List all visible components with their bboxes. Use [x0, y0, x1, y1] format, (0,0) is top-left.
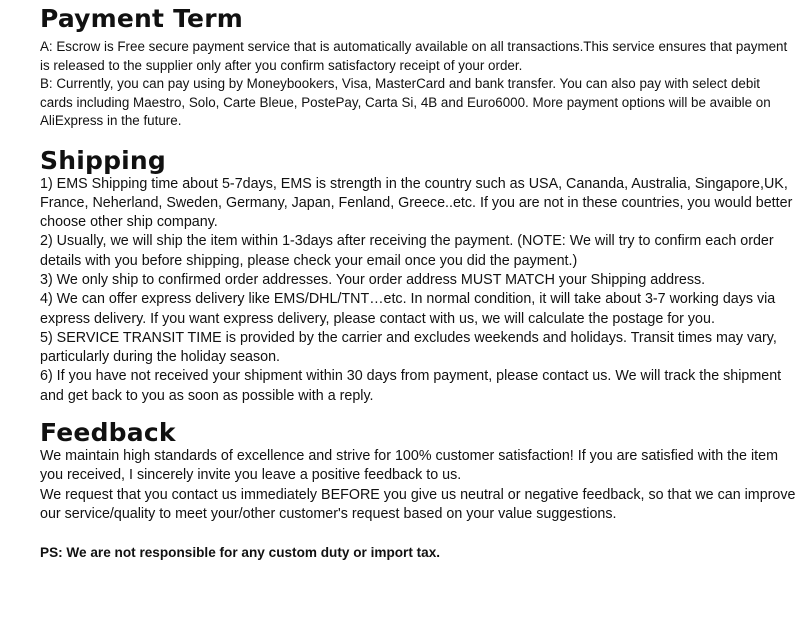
shipping-paragraph: 5) SERVICE TRANSIT TIME is provided by the carrier and excludes weekends and holidays. Transit times may vary, particularly during the holiday season. [40, 329, 777, 366]
shipping-section [40, 147, 796, 407]
feedback-paragraph: We request that you contact us immediately BEFORE you give us neutral or negative feedback, so that we can improve our service/quality to meet your/other customer's request based on your value suggestions. [40, 486, 796, 522]
shipping-paragraph: 2) Usually, we will ship the item within 1-3days after receiving the payment. (NOTE: We will try to confirm each order details with you before shipping, please check your email once you did the payment.) [40, 233, 774, 269]
shipping-paragraph: 4) We can offer express delivery like EMS/DHL/TNT…etc. In normal condition, it will take about 3-7 working days via express delivery. If you want express delivery, please contact with us, we will calculate the postage for you. [40, 291, 776, 327]
feedback-paragraph: We maintain high standards of excellence and strive for 100% customer satisfaction! If you are satisfied with the item you received, I sincerely invite you leave a positive feedback to us. [40, 448, 778, 484]
payment-term-section [40, 5, 796, 131]
feedback-heading: Feedback [40, 418, 176, 448]
ps-note: PS: We are not responsible for any custom duty or import tax. [40, 545, 441, 561]
policy-document [40, 0, 796, 576]
payment-term-paragraph: B: Currently, you can pay using by Moneybookers, Visa, MasterCard and bank transfer. You can also pay with select debit cards including Maestro, Solo, Carte Bleue, PostePay, Carta Si, 4B and Euro6000. More payment options will be avaible on AliExpress in the future. [40, 76, 771, 128]
shipping-paragraph: 3) We only ship to confirmed order addresses. Your order address MUST MATCH your Shipping address. [40, 271, 706, 288]
feedback-section [40, 419, 796, 524]
shipping-paragraph: 6) If you have not received your shipment within 30 days from payment, please contact us. We will track the shipment and get back to you as soon as possible with a reply. [40, 368, 782, 404]
payment-term-paragraph: A: Escrow is Free secure payment service that is automatically available on all transactions.This service ensures that payment is released to the supplier only after you confirm satisfactory receipt of your order. [40, 39, 788, 73]
shipping-paragraph: 1) EMS Shipping time about 5-7days, EMS is strength in the country such as USA, Cananda, Australia, Singapore,UK, France, Neherland, Sweden, Germany, Japan, Fenland, Greece..etc. If you are not in these countries, you would better choose other ship company. [40, 175, 793, 231]
shipping-heading: Shipping [40, 145, 167, 175]
payment-term-heading: Payment Term [40, 4, 243, 33]
